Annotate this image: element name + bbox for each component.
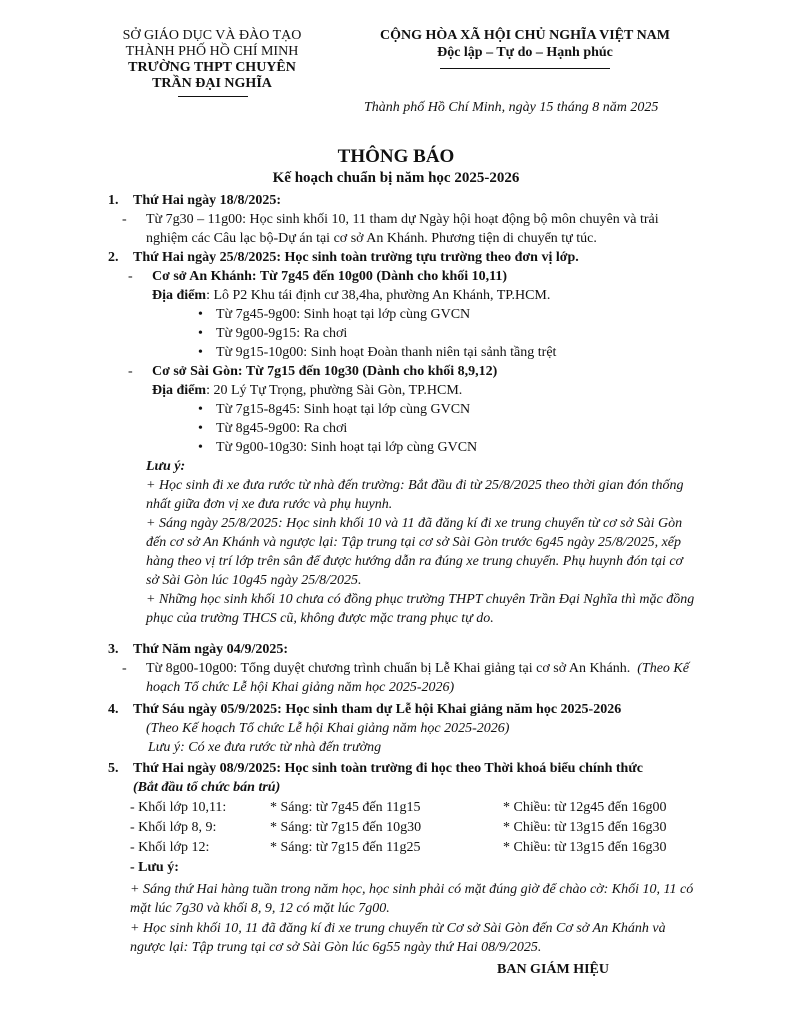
s2b-item-3: • Từ 9g00-10g30: Sinh hoạt tại lớp cùng GVCN	[198, 440, 478, 455]
s3-line-1-ref: (Theo Kế	[637, 661, 689, 676]
s3-dash: -	[122, 661, 127, 676]
s2a-item-3-text: Từ 9g15-10g00: Sinh hoạt Đoàn thanh niên tại sảnh tầng trệt	[216, 345, 557, 360]
s3-line-1-text: Từ 8g00-10g00: Tổng duyệt chương trình chuẩn bị Lễ Khai giảng tại cơ sở An Khánh.	[146, 661, 631, 676]
s2-note-4: đến cơ sở An Khánh và ngược lại: Tập trung tại cơ sở Sài Gòn trước 6g45 ngày 25/8/2025, xếp	[146, 535, 682, 550]
s2b-location-text: : 20 Lý Tự Trọng, phường Sài Gòn, TP.HCM.	[206, 383, 463, 398]
s4-heading: Thứ Sáu ngày 05/9/2025: Học sinh tham dự Lễ hội Khai giảng năm học 2025-2026	[133, 702, 622, 717]
s5-note-label: - Lưu ý:	[130, 860, 179, 875]
s1-dash: -	[122, 212, 127, 227]
s3-line-1	[146, 659, 689, 678]
national-title: CỘNG HÒA XÃ HỘI CHỦ NGHĨA VIỆT NAM	[379, 28, 670, 43]
s2a-location	[152, 286, 550, 305]
issuer-underline	[178, 96, 248, 97]
s2-note-3: + Sáng ngày 25/8/2025: Học sinh khối 10 và 11 đã đăng kí đi xe trung chuyển từ cơ sở Sài Gòn	[146, 516, 683, 531]
s4-num: 4.	[108, 702, 119, 717]
s4-line-1: (Theo Kế hoạch Tổ chức Lễ hội Khai giảng năm học 2025-2026)	[146, 721, 510, 736]
date-line: Thành phố Hồ Chí Minh, ngày 15 tháng 8 năm 2025	[364, 100, 659, 115]
s5-note-3: + Học sinh khối 10, 11 đã đăng kí đi xe trung chuyển từ Cơ sở Sài Gòn đến Cơ sở An Khánh và	[130, 921, 666, 936]
issuer-line-2: THÀNH PHỐ HỒ CHÍ MINH	[125, 44, 299, 59]
issuer-block	[96, 28, 328, 92]
s1-line-1: Từ 7g30 – 11g00: Học sinh khối 10, 11 tham dự Ngày hội hoạt động bộ môn chuyên và trải	[146, 212, 659, 227]
s2a-dash: -	[128, 269, 133, 284]
s2-note-7: + Những học sinh khối 10 chưa có đồng phục trường THPT chuyên Trần Đại Nghĩa thì mặc đồng	[146, 592, 695, 607]
s2a-item-2-text: Từ 9g00-9g15: Ra chơi	[216, 326, 348, 341]
s2b-location	[152, 381, 462, 400]
s2a-location-label: Địa điểm	[152, 288, 207, 303]
s2a-item-3: • Từ 9g15-10g00: Sinh hoạt Đoàn thanh niên tại sảnh tầng trệt	[198, 345, 557, 360]
s2b-item-3-text: Từ 9g00-10g30: Sinh hoạt tại lớp cùng GVCN	[216, 440, 478, 455]
s5-row-1-grade: - Khối lớp 10,11:	[130, 800, 227, 815]
s2-note-6: sở Sài Gòn lúc 10g45 ngày 25/8/2025.	[146, 573, 362, 588]
s3-line-2: hoạch Tổ chức Lễ hội Khai giảng năm học 2025-2026)	[146, 680, 455, 695]
s5-note-4: ngược lại: Tập trung tại cơ sở Sài Gòn lúc 6g55 ngày thứ Hai 08/9/2025.	[130, 940, 542, 955]
s2a-item-1-text: Từ 7g45-9g00: Sinh hoạt tại lớp cùng GVCN	[216, 307, 471, 322]
s5-num: 5.	[108, 761, 119, 776]
s2-note-2: nhất giữa đơn vị xe đưa rước và phụ huynh.	[146, 497, 393, 512]
s2-heading: Thứ Hai ngày 25/8/2025: Học sinh toàn trường tựu trường theo đơn vị lớp.	[133, 250, 579, 265]
s3-num: 3.	[108, 642, 119, 657]
s3-heading: Thứ Năm ngày 04/9/2025:	[133, 642, 289, 657]
national-motto: Độc lập – Tự do – Hạnh phúc	[437, 45, 613, 60]
s5-note-2: mặt lúc 7g30 và khối 8, 9, 12 có mặt lúc 7g00.	[130, 901, 390, 916]
s5-subheading: (Bắt đầu tổ chức bán trú)	[133, 780, 281, 795]
s2a-item-1: • Từ 7g45-9g00: Sinh hoạt tại lớp cùng GVCN	[198, 307, 471, 322]
s5-row-2-morning: * Sáng: từ 7g15 đến 10g30	[270, 820, 422, 835]
s1-line-2: nghiệm các Câu lạc bộ-Dự án tại cơ sở An Khánh. Phương tiện di chuyển tự túc.	[146, 231, 597, 246]
s5-row-3-afternoon: * Chiều: từ 13g15 đến 16g30	[503, 840, 667, 855]
issuer-line-4: TRẦN ĐẠI NGHĨA	[152, 76, 272, 91]
s2a-heading: Cơ sở An Khánh: Từ 7g45 đến 10g00 (Dành cho khối 10,11)	[152, 269, 508, 284]
s5-row-2-grade: - Khối lớp 8, 9:	[130, 820, 217, 835]
s5-row-3-grade: - Khối lớp 12:	[130, 840, 210, 855]
s5-row-1-afternoon: * Chiều: từ 12g45 đến 16g00	[503, 800, 667, 815]
s5-row-2-afternoon: * Chiều: từ 13g15 đến 16g30	[503, 820, 667, 835]
s2b-dash: -	[128, 364, 133, 379]
s2b-item-2: • Từ 8g45-9g00: Ra chơi	[198, 421, 348, 436]
issuer-line-1: SỞ GIÁO DỤC VÀ ĐÀO TẠO	[122, 28, 302, 43]
s4-line-2: Lưu ý: Có xe đưa rước từ nhà đến trường	[148, 740, 382, 755]
s2-note-1: + Học sinh đi xe đưa rước từ nhà đến trường: Bắt đầu đi từ 25/8/2025 theo thời gian đón thống	[146, 478, 684, 493]
s5-note-1: + Sáng thứ Hai hàng tuần trong năm học, học sinh phải có mặt đúng giờ để chào cờ: Khối 10, 11 có	[130, 882, 694, 897]
s2-num: 2.	[108, 250, 119, 265]
issuer-line-3: TRƯỜNG THPT CHUYÊN	[128, 60, 296, 75]
s2a-item-2: • Từ 9g00-9g15: Ra chơi	[198, 326, 348, 341]
motto-underline	[440, 68, 610, 69]
s2b-heading: Cơ sở Sài Gòn: Từ 7g15 đến 10g30 (Dành cho khối 8,9,12)	[152, 364, 498, 379]
s2a-location-text: : Lô P2 Khu tái định cư 38,4ha, phường An Khánh, TP.HCM.	[206, 288, 551, 303]
s1-num: 1.	[108, 193, 119, 208]
s1-heading: Thứ Hai ngày 18/8/2025:	[133, 193, 282, 208]
document-subtitle: Kế hoạch chuẩn bị năm học 2025-2026	[272, 170, 520, 186]
s5-row-3-morning: * Sáng: từ 7g15 đến 11g25	[270, 840, 421, 855]
s2b-item-1-text: Từ 7g15-8g45: Sinh hoạt tại lớp cùng GVCN	[216, 402, 471, 417]
s2b-item-2-text: Từ 8g45-9g00: Ra chơi	[216, 421, 348, 436]
signature-title: BAN GIÁM HIỆU	[497, 962, 610, 977]
s2b-item-1: • Từ 7g15-8g45: Sinh hoạt tại lớp cùng GVCN	[198, 402, 471, 417]
s5-row-1-morning: * Sáng: từ 7g45 đến 11g15	[270, 800, 421, 815]
s2-note-8: phục của trường THCS cũ, không được mặc trang phục tự do.	[146, 611, 494, 626]
s2-note-label: Lưu ý:	[146, 459, 186, 474]
s2-note-5: hàng theo vị trí lớp trên sân để được hướng dẫn ra đúng xe trung chuyển. Phụ huynh đón tại cơ	[146, 554, 684, 569]
document-title: THÔNG BÁO	[337, 146, 455, 167]
s5-heading: Thứ Hai ngày 08/9/2025: Học sinh toàn trường đi học theo Thời khoá biểu chính thức	[133, 761, 643, 776]
s2b-location-label: Địa điểm	[152, 383, 207, 398]
